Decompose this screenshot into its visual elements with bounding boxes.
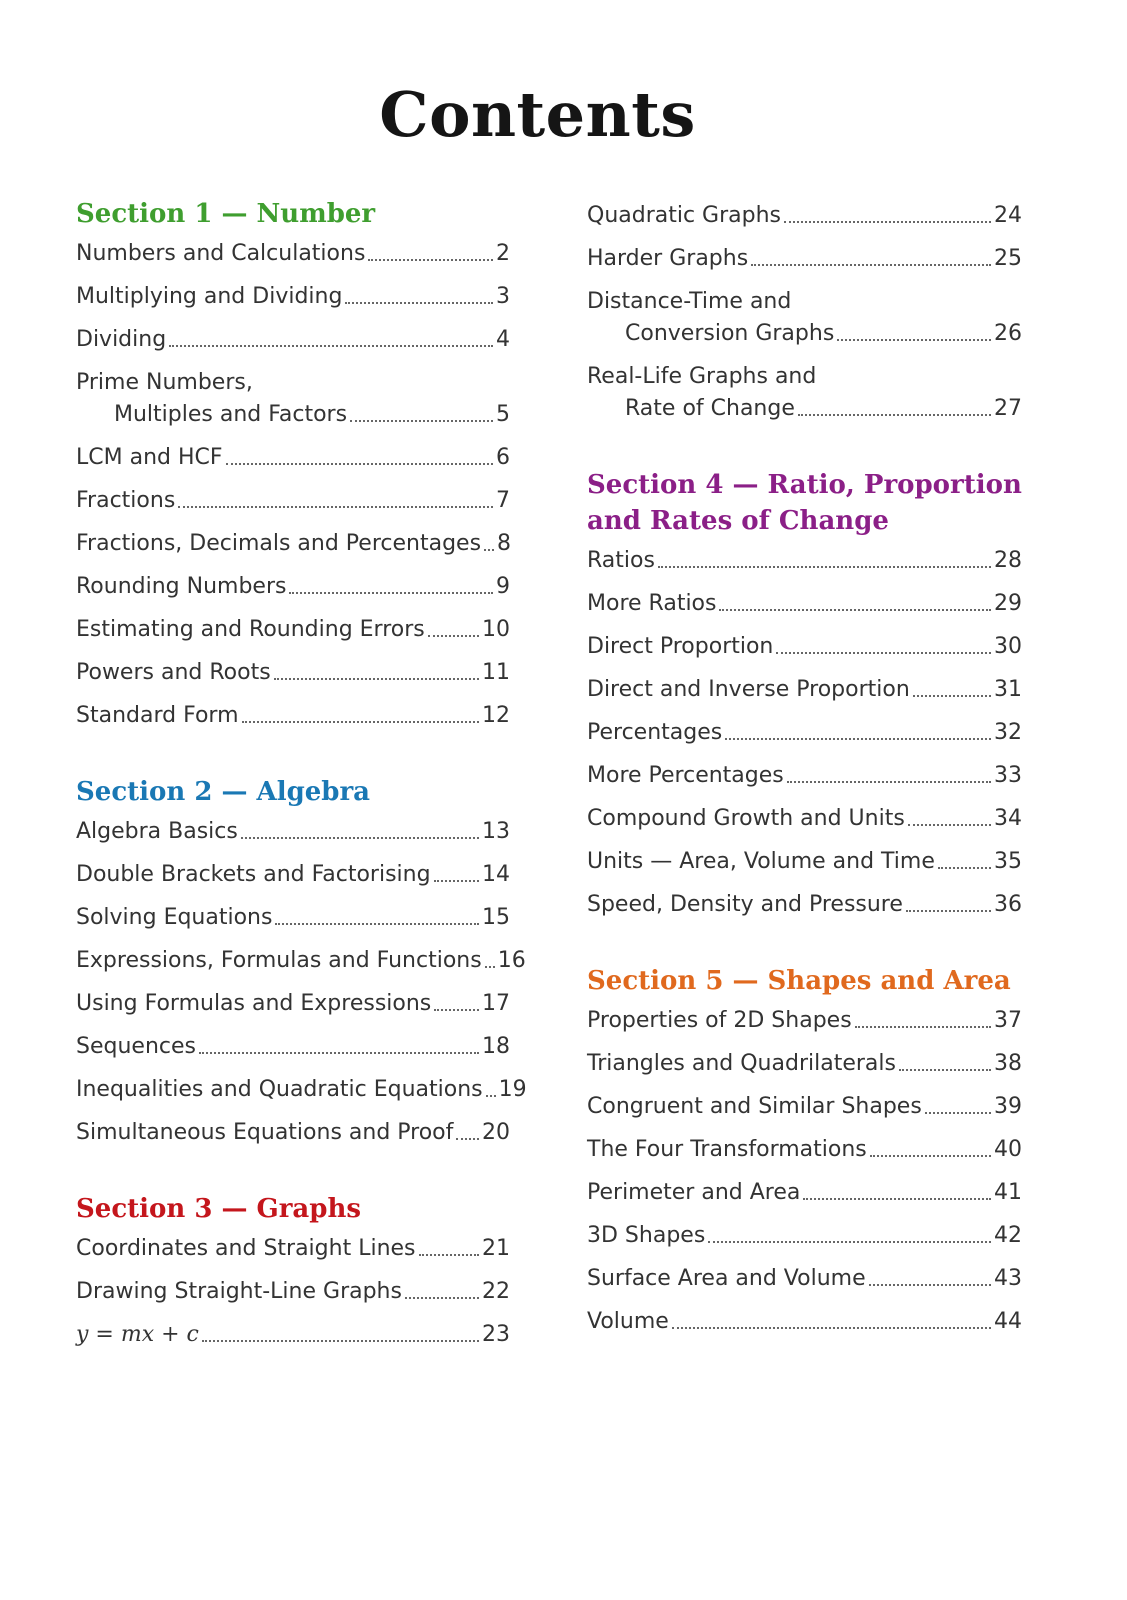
toc-entry-title-line2: Rate of Change <box>625 396 795 421</box>
toc-entry[interactable] <box>76 657 510 689</box>
section-4-heading: Section 4 — Ratio, Proportion and Rates of Change <box>587 470 1022 536</box>
section-3-heading: Section 3 — Graphs <box>76 1194 361 1224</box>
toc-entry-title: Expressions, Formulas and Functions <box>76 948 482 973</box>
toc-entry[interactable] <box>587 717 1022 749</box>
toc-entry[interactable] <box>76 1319 510 1351</box>
toc-entry-title: More Percentages <box>587 763 784 788</box>
toc-entry[interactable] <box>76 367 510 431</box>
section-4-entries <box>587 545 1022 921</box>
toc-entry[interactable] <box>587 243 1022 275</box>
dot-leader <box>899 1069 991 1071</box>
dot-leader <box>906 910 991 912</box>
toc-entry[interactable] <box>76 1233 510 1265</box>
toc-entry-title: Direct and Inverse Proportion <box>587 677 910 702</box>
toc-entry-page: 24 <box>994 203 1022 228</box>
toc-entry[interactable] <box>587 1177 1022 1209</box>
dot-leader <box>274 678 479 680</box>
toc-entry-page: 25 <box>994 246 1022 271</box>
dot-leader <box>202 1340 479 1342</box>
toc-entry-page: 32 <box>994 720 1022 745</box>
toc-entry-page: 12 <box>482 703 510 728</box>
dot-leader <box>275 923 479 925</box>
toc-entry[interactable] <box>76 614 510 646</box>
section-3-entries <box>76 1233 510 1351</box>
toc-entry[interactable] <box>76 945 526 977</box>
dot-leader <box>241 837 479 839</box>
dot-leader <box>751 264 991 266</box>
dot-leader <box>837 339 991 341</box>
toc-entry-title: Rounding Numbers <box>76 574 287 599</box>
toc-entry-title: Surface Area and Volume <box>587 1266 866 1291</box>
toc-entry-title: LCM and HCF <box>76 445 223 470</box>
toc-entry-title: Sequences <box>76 1034 196 1059</box>
toc-entry[interactable] <box>76 528 510 560</box>
toc-entry-title-line1: Distance-Time and <box>587 289 792 314</box>
dot-leader <box>787 781 991 783</box>
toc-entry-page: 41 <box>994 1180 1022 1205</box>
dot-leader <box>242 721 480 723</box>
toc-entry-page: 15 <box>482 905 510 930</box>
toc-entry-title: Units — Area, Volume and Time <box>587 849 935 874</box>
dot-leader <box>725 738 991 740</box>
toc-entry-page: 31 <box>994 677 1022 702</box>
dot-leader <box>486 1095 496 1097</box>
toc-entry-title: Volume <box>587 1309 669 1334</box>
toc-entry-page: 37 <box>994 1008 1022 1033</box>
toc-entry[interactable] <box>587 1048 1022 1080</box>
dot-leader <box>776 652 991 654</box>
dot-leader <box>719 609 991 611</box>
toc-entry[interactable] <box>587 889 1022 921</box>
toc-entry-title: Ratios <box>587 548 655 573</box>
toc-entry-page: 18 <box>482 1034 510 1059</box>
toc-entry-title-line1: Real-Life Graphs and <box>587 364 817 389</box>
dot-leader <box>784 221 991 223</box>
dot-leader <box>855 1026 991 1028</box>
dot-leader <box>434 880 479 882</box>
dot-leader <box>350 420 493 422</box>
dot-leader <box>803 1198 991 1200</box>
toc-entry-page: 13 <box>482 819 510 844</box>
dot-leader <box>419 1254 479 1256</box>
toc-entry[interactable] <box>587 588 1022 620</box>
toc-entry-title: Fractions, Decimals and Percentages <box>76 531 482 556</box>
toc-entry-title: 3D Shapes <box>587 1223 706 1248</box>
toc-entry[interactable] <box>587 846 1022 878</box>
toc-entry-page: 26 <box>994 321 1022 346</box>
toc-entry-title: Quadratic Graphs <box>587 203 782 228</box>
toc-entry-title: Congruent and Similar Shapes <box>587 1094 922 1119</box>
toc-entry-page: 42 <box>994 1223 1022 1248</box>
toc-entry-page: 44 <box>994 1309 1022 1334</box>
dot-leader <box>345 302 493 304</box>
toc-entry-page: 34 <box>994 806 1022 831</box>
dot-leader <box>798 414 991 416</box>
toc-entry[interactable] <box>76 281 510 313</box>
toc-entry[interactable] <box>76 571 510 603</box>
toc-entry-title: Inequalities and Quadratic Equations <box>76 1077 483 1102</box>
toc-entry[interactable] <box>587 1306 1022 1338</box>
toc-entry-title: Double Brackets and Factorising <box>76 862 431 887</box>
toc-entry-title: Dividing <box>76 327 167 352</box>
toc-entry-page: 2 <box>496 241 510 266</box>
toc-entry[interactable] <box>587 545 1022 577</box>
dot-leader <box>456 1138 479 1140</box>
toc-entry[interactable] <box>76 1031 510 1063</box>
toc-entry[interactable] <box>76 1074 527 1106</box>
toc-entry[interactable] <box>76 859 510 891</box>
toc-entry[interactable] <box>587 1263 1022 1295</box>
dot-leader <box>658 566 991 568</box>
toc-entry-title: Perimeter and Area <box>587 1180 801 1205</box>
toc-entry-title: Drawing Straight-Line Graphs <box>76 1279 402 1304</box>
toc-entry[interactable] <box>76 1117 510 1149</box>
toc-entry-page: 20 <box>482 1120 510 1145</box>
toc-entry-page: 14 <box>482 862 510 887</box>
dot-leader <box>199 1052 479 1054</box>
toc-entry[interactable] <box>587 286 1022 350</box>
toc-entry-title: Powers and Roots <box>76 660 271 685</box>
toc-entry-title: Multiplying and Dividing <box>76 284 343 309</box>
dot-leader <box>428 635 479 637</box>
section-1-heading: Section 1 — Number <box>76 199 376 229</box>
toc-entry[interactable] <box>587 1091 1022 1123</box>
toc-entry[interactable] <box>587 760 1022 792</box>
toc-entry-title: Harder Graphs <box>587 246 749 271</box>
dot-leader <box>925 1112 991 1114</box>
toc-entry[interactable] <box>587 631 1022 663</box>
toc-entry[interactable] <box>587 1005 1022 1037</box>
toc-entry-title: Estimating and Rounding Errors <box>76 617 425 642</box>
toc-entry-page: 36 <box>994 892 1022 917</box>
dot-leader <box>368 259 493 261</box>
dot-leader <box>485 966 495 968</box>
dot-leader <box>226 463 493 465</box>
toc-entry-title: Fractions <box>76 488 176 513</box>
toc-entry-title: Standard Form <box>76 703 239 728</box>
toc-entry-page: 16 <box>497 948 526 973</box>
dot-leader <box>870 1155 991 1157</box>
toc-entry-title: Coordinates and Straight Lines <box>76 1236 416 1261</box>
toc-entry-page: 39 <box>994 1094 1022 1119</box>
dot-leader <box>869 1284 991 1286</box>
toc-entry-title-line2: Conversion Graphs <box>625 321 835 346</box>
toc-entry-title: Simultaneous Equations and Proof <box>76 1120 454 1145</box>
toc-entry-page: 19 <box>498 1077 527 1102</box>
toc-entry[interactable] <box>76 988 510 1020</box>
dot-leader <box>434 1009 479 1011</box>
toc-entry[interactable] <box>76 902 510 934</box>
section-2-heading: Section 2 — Algebra <box>76 777 371 807</box>
toc-entry-title: Solving Equations <box>76 905 273 930</box>
toc-entry-title: Using Formulas and Expressions <box>76 991 432 1016</box>
toc-entry-page: 5 <box>496 402 510 427</box>
toc-entry-title: Direct Proportion <box>587 634 774 659</box>
toc-entry-page: 7 <box>496 488 510 513</box>
toc-entry-page: 33 <box>994 763 1022 788</box>
toc-entry-page: 38 <box>994 1051 1022 1076</box>
toc-entry-page: 6 <box>496 445 510 470</box>
toc-entry-title: Compound Growth and Units <box>587 806 905 831</box>
toc-entry-page: 23 <box>482 1322 510 1347</box>
toc-entry[interactable] <box>76 324 510 356</box>
toc-entry-title: Properties of 2D Shapes <box>587 1008 852 1033</box>
toc-entry-page: 29 <box>994 591 1022 616</box>
dot-leader <box>405 1297 479 1299</box>
dot-leader <box>938 867 991 869</box>
section-5-entries <box>587 1005 1022 1338</box>
dot-leader <box>169 345 493 347</box>
toc-entry-page: 9 <box>496 574 510 599</box>
section-3-entries-continued <box>587 200 1022 425</box>
toc-entry[interactable] <box>587 1220 1022 1252</box>
toc-entry-title-line1: Prime Numbers, <box>76 370 253 395</box>
toc-entry[interactable] <box>76 700 510 732</box>
toc-entry-page: 40 <box>994 1137 1022 1162</box>
toc-entry-title: y = mx + c <box>76 1322 199 1347</box>
toc-entry-page: 3 <box>496 284 510 309</box>
dot-leader <box>708 1241 991 1243</box>
toc-entry[interactable] <box>587 803 1022 835</box>
toc-entry-page: 10 <box>482 617 510 642</box>
toc-entry[interactable] <box>587 1134 1022 1166</box>
contents-right-column <box>587 196 1022 1380</box>
dot-leader <box>178 506 493 508</box>
toc-entry[interactable] <box>587 674 1022 706</box>
toc-entry-title: Triangles and Quadrilaterals <box>587 1051 896 1076</box>
toc-entry-page: 27 <box>994 396 1022 421</box>
toc-entry-page: 43 <box>994 1266 1022 1291</box>
toc-entry-title: Speed, Density and Pressure <box>587 892 903 917</box>
toc-entry-page: 22 <box>482 1279 510 1304</box>
toc-entry-page: 35 <box>994 849 1022 874</box>
toc-entry-page: 17 <box>482 991 510 1016</box>
toc-entry-page: 11 <box>482 660 510 685</box>
section-1-entries <box>76 238 510 732</box>
toc-entry[interactable] <box>76 816 510 848</box>
toc-entry[interactable] <box>76 485 510 517</box>
toc-entry-title: Algebra Basics <box>76 819 238 844</box>
page-title: Contents <box>379 78 696 151</box>
section-5-heading: Section 5 — Shapes and Area <box>587 966 1011 996</box>
toc-entry-page: 28 <box>994 548 1022 573</box>
toc-entry[interactable] <box>587 200 1022 232</box>
toc-entry-title: Percentages <box>587 720 723 745</box>
toc-entry-page: 21 <box>482 1236 510 1261</box>
toc-entry-title: The Four Transformations <box>587 1137 867 1162</box>
section-2-entries <box>76 816 527 1149</box>
dot-leader <box>289 592 493 594</box>
toc-entry[interactable] <box>76 1276 510 1308</box>
toc-entry-page: 4 <box>496 327 510 352</box>
toc-entry-title-line2: Multiples and Factors <box>114 402 348 427</box>
toc-entry[interactable] <box>587 361 1022 425</box>
toc-entry-page: 30 <box>994 634 1022 659</box>
toc-entry-page: 8 <box>497 531 512 556</box>
toc-entry[interactable] <box>76 238 510 270</box>
toc-entry[interactable] <box>76 442 510 474</box>
dot-leader <box>672 1327 991 1329</box>
dot-leader <box>908 824 991 826</box>
dot-leader <box>484 549 494 551</box>
dot-leader <box>913 695 991 697</box>
contents-left-column <box>76 196 527 1393</box>
toc-entry-title: More Ratios <box>587 591 717 616</box>
toc-entry-title: Numbers and Calculations <box>76 241 366 266</box>
